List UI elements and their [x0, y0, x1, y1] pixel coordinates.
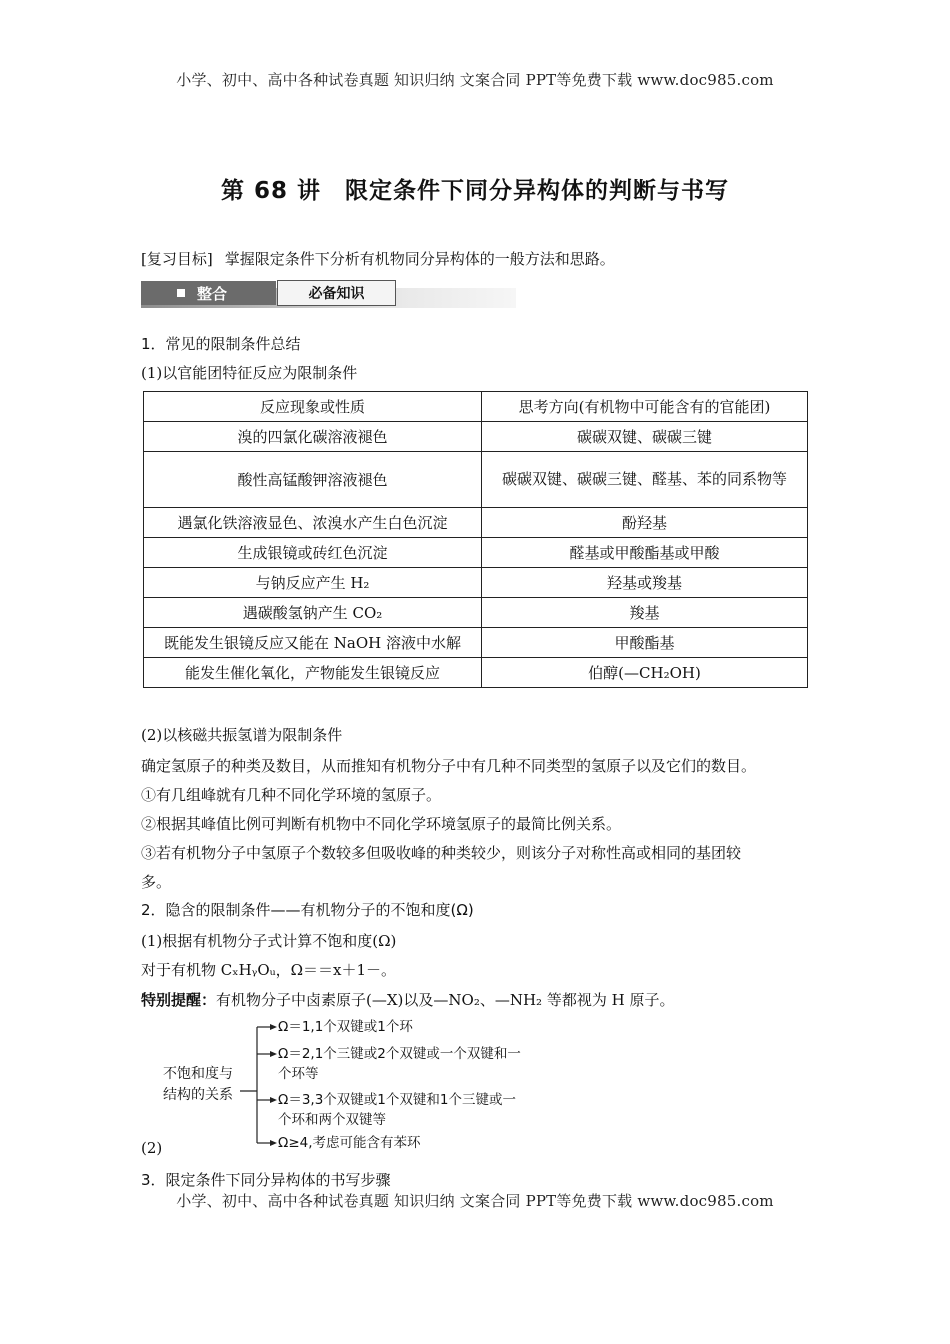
table-row: [144, 658, 808, 688]
table-cell: 遇氯化铁溶液显色、浓溴水产生白色沉淀: [144, 508, 482, 538]
table-cell: 羟基或羧基: [482, 568, 808, 598]
section2-sub1: (1)根据有机物分子式计算不饱和度(Ω): [141, 932, 397, 950]
section1-sub1: (1)以官能团特征反应为限制条件: [141, 364, 358, 382]
banner-integrate-label: 整合: [197, 284, 228, 303]
condition-table: [143, 391, 808, 688]
nmr-point-3-line2: 多。: [141, 873, 172, 891]
nmr-point-3-line1: ③若有机物分子中氢原子个数较多但吸收峰的种类较少，则该分子对称性高或相同的基团较: [141, 844, 742, 862]
arrow-icon: [270, 1024, 277, 1030]
table-cell: 伯醇(—CH₂OH): [482, 658, 808, 688]
table-row: [144, 538, 808, 568]
special-reminder-label: 特别提醒：: [141, 991, 217, 1009]
review-goal-label: [复习目标]: [141, 250, 213, 268]
review-goal: [141, 248, 615, 269]
table-row: [144, 628, 808, 658]
nmr-paragraph: 确定氢原子的种类及数目，从而推知有机物分子中有几种不同类型的氢原子以及它们的数目。: [141, 757, 757, 775]
table-cell: 溴的四氯化碳溶液褪色: [144, 422, 482, 452]
table-cell: 酚羟基: [482, 508, 808, 538]
section3-heading: 3．限定条件下同分异构体的书写步骤: [141, 1171, 391, 1189]
page-footer: 小学、初中、高中各种试卷真题 知识归纳 文案合同 PPT等免费下载 www.doc985.com: [176, 1192, 774, 1210]
table-cell: 酸性高锰酸钾溶液褪色: [144, 452, 482, 508]
diagram-label: 不饱和度与结构的关系: [163, 1066, 233, 1103]
table-header-cell: 思考方向(有机物中可能含有的官能团): [482, 392, 808, 422]
special-reminder-text: 有机物分子中卤素原子(—X)以及—NO₂、—NH₂ 等都视为 H 原子。: [216, 991, 675, 1009]
table-row: [144, 422, 808, 452]
diagram-item-2: Ω＝2,1个三键或2个双键或一个双键和一个环等: [278, 1046, 521, 1082]
table-cell: 与钠反应产生 H₂: [144, 568, 482, 598]
table-header-row: [144, 392, 808, 422]
square-bullet-icon: [177, 289, 185, 297]
arrow-icon: [270, 1140, 277, 1146]
diagram-item-4: Ω≥4,考虑可能含有苯环: [278, 1135, 421, 1151]
table-row: [144, 568, 808, 598]
diagram-item-3: Ω＝3,3个双键或1个双键和1个三键或一个环和两个双键等: [278, 1092, 516, 1128]
table-row: [144, 508, 808, 538]
page-header: 小学、初中、高中各种试卷真题 知识归纳 文案合同 PPT等免费下载 www.doc985.com: [176, 71, 774, 89]
table-cell-text: 碳碳双键、碳碳三键、醛基、苯的同系物等: [501, 470, 787, 488]
table-cell: 既能发生银镜反应又能在 NaOH 溶液中水解: [144, 628, 482, 658]
section-banner: [141, 280, 516, 309]
table-cell: 醛基或甲酸酯基或甲酸: [482, 538, 808, 568]
table-cell: [482, 452, 808, 508]
diagram-item-1: Ω＝1,1个双键或1个环: [278, 1019, 413, 1035]
nmr-point-1: ①有几组峰就有几种不同化学环境的氢原子。: [141, 786, 442, 804]
section1-sub2: (2)以核磁共振氢谱为限制条件: [141, 726, 343, 744]
lecture-title: 第 68 讲 限定条件下同分异构体的判断与书写: [220, 178, 730, 204]
special-reminder: [141, 989, 674, 1010]
table-cell: 遇碳酸氢钠产生 CO₂: [144, 598, 482, 628]
banner-integrate: [141, 281, 276, 305]
section2-sub2: (2): [141, 1139, 163, 1157]
section1-heading: 1．常见的限制条件总结: [141, 335, 301, 353]
table-row: [144, 452, 808, 508]
table-cell: 能发生催化氧化，产物能发生银镜反应: [144, 658, 482, 688]
nmr-point-2: ②根据其峰值比例可判断有机物中不同化学环境氢原子的最简比例关系。: [141, 815, 622, 833]
section2-heading: 2．隐含的限制条件——有机物分子的不饱和度(Ω): [141, 901, 474, 919]
arrow-icon: [270, 1051, 277, 1057]
arrow-icon: [270, 1097, 277, 1103]
table-cell: 碳碳双键、碳碳三键: [482, 422, 808, 452]
unsaturation-formula: 对于有机物 CₓHᵧOᵤ，Ω＝＝x＋1－。: [141, 961, 397, 979]
table-cell: 羧基: [482, 598, 808, 628]
banner-essential-knowledge: 必备知识: [277, 280, 396, 306]
table-row: [144, 598, 808, 628]
table-header-cell: 反应现象或性质: [144, 392, 482, 422]
review-goal-text: 掌握限定条件下分析有机物同分异构体的一般方法和思路。: [224, 250, 615, 268]
unsaturation-diagram: [141, 1018, 541, 1158]
table-cell: 甲酸酯基: [482, 628, 808, 658]
table-cell: 生成银镜或砖红色沉淀: [144, 538, 482, 568]
